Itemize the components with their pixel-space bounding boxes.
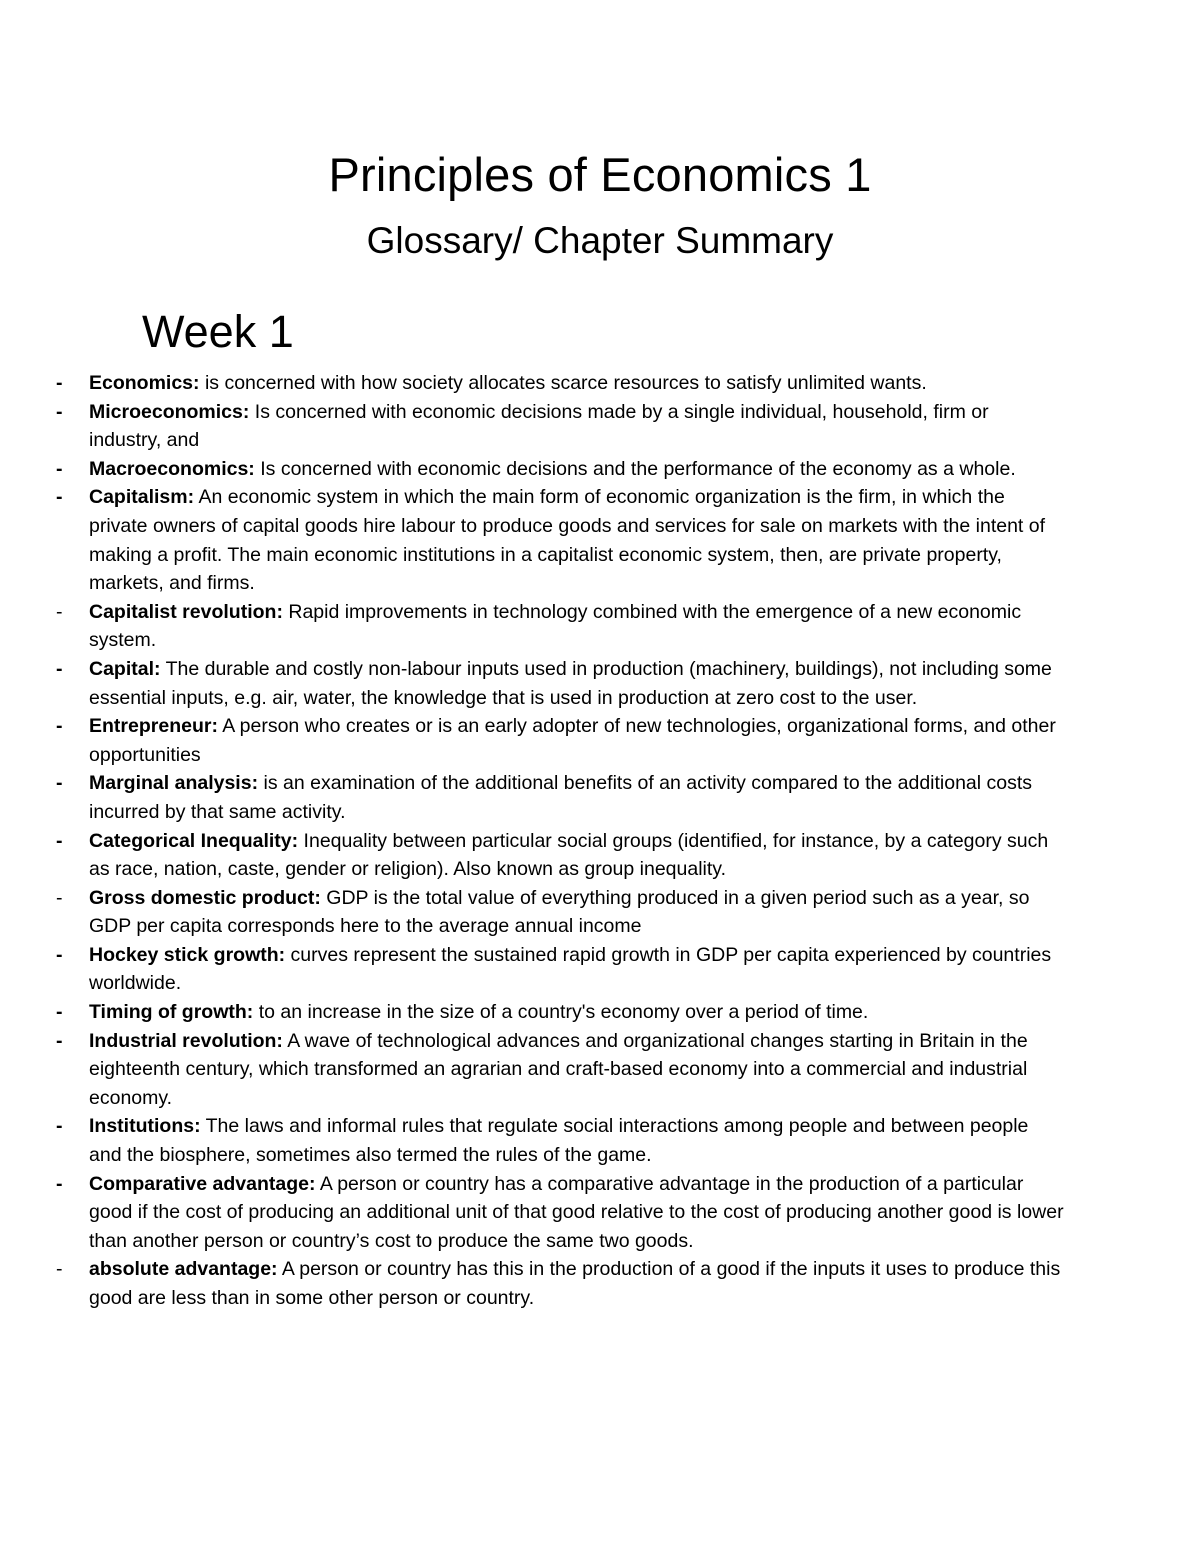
glossary-term: Capitalist revolution: bbox=[89, 600, 283, 623]
glossary-term: Categorical Inequality: bbox=[89, 829, 299, 852]
glossary-definition: A person or country has a comparative advantage in the production of a particular good if the cost of producing an additional unit of that good relative to the cost of producing another good is lower than another person or country’s cost to produce the same two goods. bbox=[89, 1172, 1064, 1252]
glossary-entry bbox=[0, 369, 1064, 398]
glossary-entry bbox=[0, 398, 1064, 455]
glossary-definition: The durable and costly non-labour inputs used in production (machinery, buildings), not including some essential inputs, e.g. air, water, the knowledge that is used in production at zero cost to the user. bbox=[89, 657, 1052, 709]
document-title: Principles of Economics 1 bbox=[328, 148, 872, 201]
glossary-term: Entrepreneur: bbox=[89, 715, 218, 738]
dash-bullet: - bbox=[56, 486, 63, 509]
glossary-term: Microeconomics: bbox=[89, 400, 250, 423]
glossary-definition: Rapid improvements in technology combined with the emergence of a new economic system. bbox=[89, 600, 1022, 652]
glossary-definition: to an increase in the size of a country's economy over a period of time. bbox=[253, 1001, 869, 1024]
glossary-entry bbox=[0, 884, 1064, 941]
glossary-entry bbox=[0, 455, 1064, 484]
glossary-definition: A wave of technological advances and organizational changes starting in Britain in the eighteenth century, which transformed an agrarian and craft-based economy into a commercial and industrial economy. bbox=[89, 1029, 1028, 1109]
glossary-term: Capitalism: bbox=[89, 486, 195, 509]
dash-bullet: - bbox=[56, 886, 63, 909]
glossary-definition: Is concerned with economic decisions made by a single individual, household, firm or industry, and bbox=[89, 400, 989, 452]
glossary-entry bbox=[0, 1255, 1064, 1312]
glossary-entry bbox=[0, 598, 1064, 655]
dash-bullet: - bbox=[56, 1001, 63, 1024]
dash-bullet: - bbox=[56, 1115, 63, 1138]
dash-bullet: - bbox=[56, 772, 63, 795]
glossary-term: Institutions: bbox=[89, 1115, 201, 1138]
glossary-entry bbox=[0, 769, 1064, 826]
glossary-definition: Inequality between particular social groups (identified, for instance, by a category such as race, nation, caste, gender or religion). Also known as group inequality. bbox=[89, 829, 1049, 881]
dash-bullet: - bbox=[56, 943, 63, 966]
glossary-entry bbox=[0, 1027, 1064, 1113]
glossary-entry bbox=[0, 1170, 1064, 1256]
dash-bullet: - bbox=[56, 715, 63, 738]
glossary-term: Macroeconomics: bbox=[89, 457, 255, 480]
glossary-entry bbox=[0, 827, 1064, 884]
glossary-term: Economics: bbox=[89, 372, 200, 394]
dash-bullet: - bbox=[56, 829, 63, 852]
glossary-term: Hockey stick growth: bbox=[89, 943, 286, 966]
glossary-term: Timing of growth: bbox=[89, 1001, 254, 1024]
glossary-entry bbox=[0, 941, 1064, 998]
glossary-definition: GDP is the total value of everything produced in a given period such as a year, so GDP per capita corresponds here to the average annual income bbox=[89, 886, 1030, 938]
dash-bullet: - bbox=[56, 400, 63, 423]
dash-bullet: - bbox=[56, 372, 63, 394]
glossary-term: absolute advantage: bbox=[89, 1258, 278, 1281]
section-heading-week: Week 1 bbox=[142, 306, 294, 357]
glossary-term: Industrial revolution: bbox=[89, 1029, 283, 1052]
dash-bullet: - bbox=[56, 457, 63, 480]
dash-bullet: - bbox=[56, 1172, 63, 1195]
dash-bullet: - bbox=[56, 1258, 63, 1281]
glossary-definition: A person who creates or is an early adopter of new technologies, organizational forms, and other opportunities bbox=[89, 715, 1056, 766]
glossary-term: Marginal analysis: bbox=[89, 772, 259, 795]
glossary-entry bbox=[0, 655, 1064, 712]
glossary-entry bbox=[0, 1112, 1064, 1169]
glossary-list bbox=[0, 369, 1200, 1313]
dash-bullet: - bbox=[56, 600, 63, 623]
glossary-definition: curves represent the sustained rapid growth in GDP per capita experienced by countries worldwide. bbox=[89, 943, 1052, 995]
glossary-term: Gross domestic product: bbox=[89, 886, 321, 909]
glossary-entry bbox=[0, 483, 1064, 597]
glossary-definition: A person or country has this in the production of a good if the inputs it uses to produce this good are less than in some other person or country. bbox=[89, 1258, 1061, 1309]
glossary-definition: The laws and informal rules that regulate social interactions among people and between people and the biosphere, sometimes also termed the rules of the game. bbox=[89, 1115, 1029, 1167]
glossary-entry bbox=[0, 998, 1064, 1027]
glossary-term: Capital: bbox=[89, 657, 161, 680]
glossary-definition: Is concerned with economic decisions and the performance of the economy as a whole. bbox=[254, 457, 1016, 480]
glossary-definition: is concerned with how society allocates scarce resources to satisfy unlimited wants. bbox=[199, 372, 927, 394]
glossary-entry bbox=[0, 712, 1064, 769]
dash-bullet: - bbox=[56, 657, 63, 680]
document-subtitle: Glossary/ Chapter Summary bbox=[366, 220, 834, 261]
glossary-definition: An economic system in which the main form of economic organization is the firm, in which the private owners of capital goods hire labour to produce goods and services for sale on markets with the intent of making a profit. The main economic institutions in a capitalist economic system, then, are private property, markets, and firms. bbox=[89, 486, 1046, 595]
dash-bullet: - bbox=[56, 1029, 63, 1052]
glossary-definition: is an examination of the additional benefits of an activity compared to the additional costs incurred by that same activity. bbox=[89, 772, 1033, 823]
glossary-term: Comparative advantage: bbox=[89, 1172, 316, 1195]
